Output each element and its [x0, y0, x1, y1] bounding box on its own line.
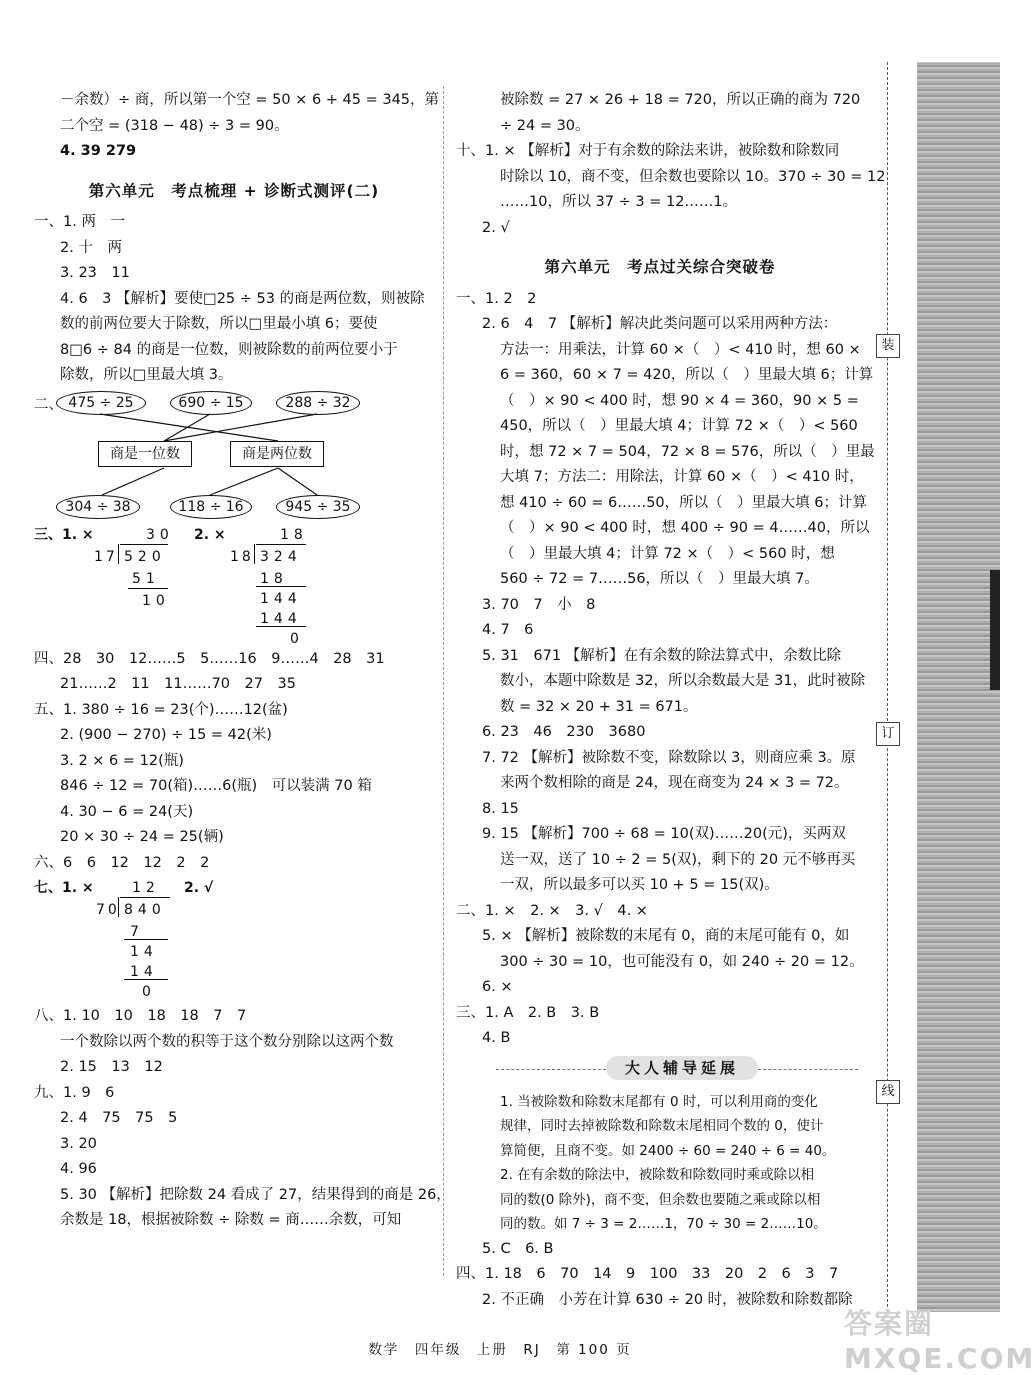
text-line: 4. 6 3 【解析】要使□25 ÷ 53 的商是两位数，则被除: [60, 290, 425, 307]
expression-oval: 945 ÷ 35: [276, 495, 360, 519]
text-line: 三、1. A 2. B 3. B: [456, 1004, 600, 1021]
partial-remainder: 144: [260, 590, 302, 607]
text-line: 3. 23 11: [60, 265, 130, 281]
text-line: 二、1. × 2. × 3. √ 4. ×: [456, 902, 648, 919]
text-line: 数小，本题中除数是 32，所以余数最大是 31，此时被除: [500, 673, 866, 689]
text-line: 同的数(0 除外)，商不变，但余数也要随之乘或除以相: [500, 1191, 821, 1208]
expression-oval: 288 ÷ 32: [276, 391, 360, 415]
partial-product: 14: [130, 964, 158, 980]
page-edge-strip: [917, 62, 1000, 1312]
long-division-block: [34, 523, 434, 647]
text-line: ……10，所以 37 ÷ 3 = 12……1。: [500, 194, 738, 210]
partial-product: 144: [260, 610, 302, 627]
partial-product: 18: [260, 570, 288, 587]
question-label: 三、1. ×: [34, 526, 94, 543]
text-line: 3. 70 7 小 8: [482, 596, 596, 613]
text-line: 送一双，送了 10 ÷ 2 = 5(双)，剩下的 20 元不够再买: [500, 851, 856, 868]
text-line: 余数是 18，根据被除数 ÷ 除数 = 商……余数，可知: [60, 1212, 402, 1228]
text-line: 一、1. 2 2: [456, 290, 537, 307]
text-line: ÷ 24 = 30。: [500, 117, 590, 134]
text-line: 被除数 = 27 × 26 + 18 = 720，所以正确的商为 720: [500, 92, 861, 108]
expression-oval: 690 ÷ 15: [170, 391, 252, 415]
text-line: 除数，所以□里最大填 3。: [60, 367, 233, 383]
text-line: 2. 6 4 7 【解析】解决此类问题可以采用两种方法：: [482, 316, 838, 332]
text-line: 四、28 30 12……5 5……16 9……4 28 31: [34, 650, 385, 667]
extension-title: 大人辅导延展: [606, 1056, 758, 1080]
text-line: 时，想 72 × 7 = 504，72 × 8 = 576，所以（ ）里最: [500, 443, 875, 460]
text-line: 2. (900 − 270) ÷ 15 = 42(米): [60, 727, 272, 743]
text-line: 8□6 ÷ 84 的商是一位数，则被除数的前两位要小于: [60, 341, 398, 358]
remainder: 0: [142, 984, 151, 1000]
text-line: 五、1. 380 ÷ 16 = 23(个)……12(盆): [34, 701, 288, 718]
expression-oval: 118 ÷ 16: [170, 495, 252, 519]
partial-remainder: 14: [130, 944, 158, 960]
text-line: 9. 15 【解析】700 ÷ 68 = 10(双)……20(元)，买两双: [482, 826, 846, 842]
text-line: 2. 4 75 75 5: [60, 1110, 178, 1126]
quotient: 30: [146, 526, 174, 543]
text-line: 来两个数相除的商是 24，现在商变为 24 × 3 = 72。: [500, 775, 849, 791]
divisor: 18: [230, 548, 254, 565]
remainder: 0: [290, 630, 299, 647]
text-line: 算简便，且商不变。如 2400 ÷ 60 = 240 ÷ 6 = 40。: [500, 1142, 836, 1159]
text-line: 6. ×: [482, 979, 513, 995]
text-line: 一、1. 两 一: [34, 214, 125, 230]
divisor: 17: [94, 548, 118, 565]
text-line: 大填 7；方法二：用除法，计算 60 ×（ ）< 410 时，: [500, 469, 864, 485]
extension-notes: [456, 1090, 864, 1237]
text-line: （ ）里最大填 4；计算 72 ×（ ）< 560 时，想: [500, 545, 835, 562]
text-line: 21……2 11 11……70 27 35: [60, 676, 296, 692]
binding-char: 线: [876, 1080, 900, 1104]
text-line: 同的数。如 7 ÷ 3 = 2……1，70 ÷ 30 = 2……10。: [500, 1216, 827, 1232]
text-line: 二个空 = (318 − 48) ÷ 3 = 90。: [60, 117, 289, 134]
text-line: 2. 十 两: [60, 239, 122, 256]
dividend: 324: [260, 548, 302, 565]
section-title: 第六单元 考点梳理 + 诊断式测评(二): [88, 181, 380, 200]
text-line: 8. 15: [482, 800, 519, 817]
question-label: 七、1. ×: [34, 880, 94, 896]
text-line: 5. 30 【解析】把除数 24 看成了 27，结果得到的商是 26，: [60, 1186, 451, 1203]
text-line: 2. √: [482, 219, 510, 236]
expression-oval: 475 ÷ 25: [56, 391, 146, 415]
text-line: 300 ÷ 30 = 10，也可能没有 0，如 240 ÷ 20 = 12。: [500, 953, 864, 970]
remainder: 10: [142, 592, 170, 609]
text-line: 846 ÷ 12 = 70(箱)……6(瓶) 可以装满 70 箱: [60, 778, 372, 794]
text-line: 2. 在有余数的除法中，被除数和除数同时乘或除以相: [500, 1167, 815, 1183]
matching-diagram: [34, 391, 434, 519]
text-line: 4. 30 − 6 = 24(天): [60, 803, 194, 820]
dashed-rule: [758, 1069, 858, 1070]
text-line: 5. × 【解析】被除数的末尾有 0，商的末尾可能有 0，如: [482, 928, 850, 944]
watermark: 答案圈 MXQE.COM: [844, 1307, 1035, 1375]
text-line: 数 = 32 × 20 + 31 = 671。: [500, 698, 698, 715]
text-line: 560 ÷ 72 = 7……56，所以（ ）里最大填 7。: [500, 571, 819, 587]
page-footer: 数学 四年级 上册 RJ 第 100 页: [368, 1342, 632, 1358]
divisor: 70: [96, 902, 120, 918]
partial-product: 51: [132, 570, 160, 587]
text-line: 四、1. 18 6 70 14 9 100 33 20 2 6 3 7: [456, 1266, 839, 1282]
section-title: 第六单元 考点过关综合突破卷: [544, 258, 776, 276]
text-line: 4. 96: [60, 1161, 97, 1177]
text-line: 时除以 10，商不变，但余数也要除以 10。370 ÷ 30 = 12: [500, 168, 886, 185]
quotient: 12: [132, 880, 160, 896]
text-line: 2. 15 13 12: [60, 1059, 163, 1075]
text-line: 一个数除以两个数的积等于这个数分别除以这两个数: [60, 1033, 394, 1050]
category-box: 商是两位数: [230, 441, 324, 467]
text-line: 4. 7 6: [482, 622, 534, 638]
page-edge-mark: [990, 570, 1000, 690]
division-bracket: [254, 544, 255, 564]
text-line: 规律，同时去掉被除数和除数末尾相同个数的 0，使计: [500, 1118, 824, 1134]
diagram-label: 二、: [34, 396, 63, 413]
dividend: 840: [124, 902, 166, 918]
text-line: 一双，所以最多可以买 10 + 5 = 15(双)。: [500, 877, 779, 893]
question-label: 2. ×: [194, 526, 226, 543]
text-line: （ ）× 90 < 400 时，想 400 ÷ 90 = 4……40，所以: [500, 520, 870, 536]
text-line: 20 × 30 ÷ 24 = 25(辆): [60, 829, 224, 845]
text-line: 1. 当被除数和除数末尾都有 0 时，可以利用商的变化: [500, 1093, 818, 1110]
quotient: 18: [280, 526, 308, 543]
left-column: [34, 88, 451, 1234]
text-line: 450，所以（ ）里最大填 4；计算 72 ×（ ）< 560: [500, 418, 858, 434]
text-line: 6. 23 46 230 3680: [482, 724, 646, 740]
text-line: 7. 72 【解析】被除数不变，除数除以 3，则商应乘 3。原: [482, 749, 856, 766]
binding-char: 订: [876, 722, 900, 746]
text-line: 4. B: [482, 1030, 511, 1046]
text-line: 方法一：用乘法，计算 60 ×（ ）< 410 时，想 60 ×: [500, 341, 861, 358]
question-label: 2. √: [184, 880, 214, 896]
text-line: （ ）× 90 < 400 时，想 90 × 4 = 360，90 × 5 =: [500, 392, 859, 409]
binding-line: [887, 62, 888, 1312]
category-box: 商是一位数: [98, 441, 192, 467]
dividend: 520: [124, 548, 166, 565]
expression-oval: 304 ÷ 38: [56, 495, 140, 519]
extension-header: [456, 1056, 864, 1082]
text-line: 6 = 360，60 × 7 = 420，所以（ ）里最大填 6；计算: [500, 367, 874, 383]
binding-char: 装: [876, 334, 900, 358]
text-line: 想 410 ÷ 60 = 6……50，所以（ ）里最大填 6；计算: [500, 494, 867, 511]
text-line: 十、1. × 【解析】对于有余数的除法来讲，被除数和除数同: [456, 143, 840, 159]
text-line: 3. 20: [60, 1135, 97, 1152]
text-line: 2. 不正确 小芳在计算 630 ÷ 20 时，被除数和除数都除: [482, 1291, 853, 1308]
text-line: 5. 31 671 【解析】在有余数的除法算式中，余数比除: [482, 647, 842, 664]
text-line: 九、1. 9 6: [34, 1084, 115, 1101]
text-line: 4. 39 279: [60, 143, 137, 159]
right-column: [456, 88, 886, 1313]
long-division-block: [34, 876, 434, 1004]
partial-product: 7: [130, 924, 139, 940]
text-line: －余数）÷ 商，所以第一个空 = 50 × 6 + 45 = 345，第: [60, 92, 440, 108]
dashed-rule: [496, 1069, 606, 1070]
text-line: 六、6 6 12 12 2 2: [34, 854, 210, 871]
text-line: 5. C 6. B: [482, 1240, 554, 1257]
text-line: 八、1. 10 10 18 18 7 7: [34, 1008, 247, 1024]
text-line: 3. 2 × 6 = 12(瓶): [60, 752, 184, 769]
column-divider: [443, 86, 444, 1276]
division-bracket: [118, 544, 119, 564]
text-line: 数的前两位要大于除数，所以□里最小填 6；要使: [60, 316, 378, 332]
